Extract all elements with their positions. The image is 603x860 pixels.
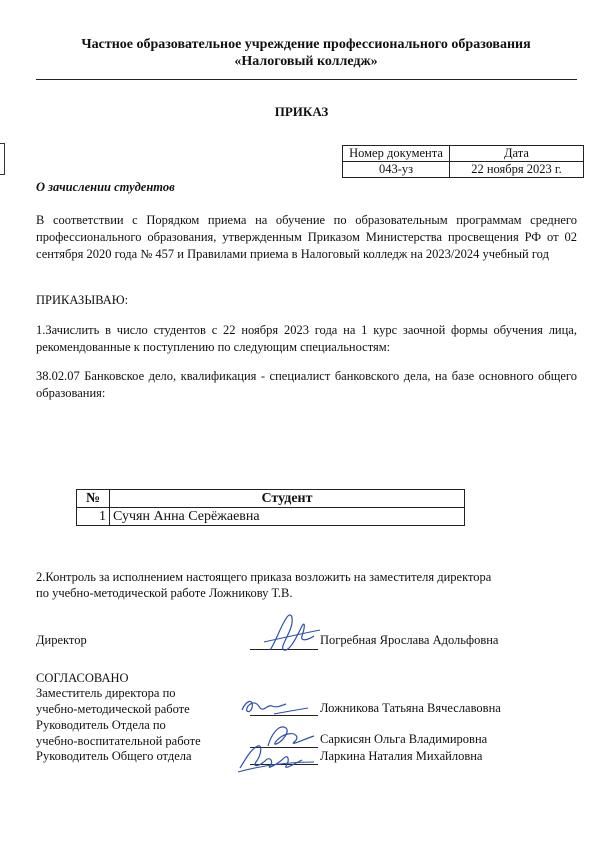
header-divider — [36, 79, 577, 80]
document-info-table — [342, 145, 584, 178]
control-paragraph — [36, 569, 536, 601]
organization-line-1: Частное образовательное учреждение профессионального образования — [81, 37, 531, 52]
deputy-name: Ложникова Татьяна Вячеславовна — [320, 701, 501, 715]
head-general-label: Руководитель Общего отдела — [36, 749, 192, 763]
doc-date-value: 22 ноября 2023 г. — [450, 162, 584, 178]
agreed-heading: СОГЛАСОВАНО — [36, 671, 129, 685]
student-name: Сучян Анна Серёжаевна — [110, 508, 465, 526]
head-edu-name: Саркисян Ольга Владимировна — [320, 732, 488, 746]
order-subject: О зачислении студентов — [36, 180, 175, 194]
deputy-label-line-1: Заместитель директора по — [36, 686, 176, 700]
document-title: ПРИКАЗ — [274, 104, 329, 119]
column-header-number: № — [77, 490, 110, 508]
item-1-paragraph: 1.Зачислить в число студентов с 22 ноября 2023 года на 1 курс заочной формы обучения лица, рекомендованные к поступлению по следующим специальностям: — [36, 323, 577, 354]
director-label: Директор — [36, 633, 87, 647]
director-signature — [262, 612, 322, 656]
column-header-student: Студент — [110, 490, 465, 508]
organization-header — [36, 36, 576, 70]
table-header-row — [77, 490, 465, 508]
director-name: Погребная Ярослава Адольфовна — [320, 633, 499, 647]
row-number: 1 — [77, 508, 110, 526]
binding-mark — [0, 143, 5, 175]
order-keyword: ПРИКАЗЫВАЮ: — [36, 293, 129, 307]
head-edu-label-line-1: Руководитель Отдела по — [36, 718, 166, 732]
control-line-2: по учебно-методической работе Ложникову Т.В. — [36, 586, 293, 600]
specialty-paragraph: 38.02.07 Банковское дело, квалификация - специалист банковского дела, на базе основного общего образования: — [36, 369, 577, 400]
deputy-label-line-2: учебно-методической работе — [36, 702, 190, 716]
intro-paragraph: В соответствии с Порядком приема на обучение по образовательным программам среднего профессионального образования, утвержденным Приказом Министерства просвещения РФ от 02 сентября 2020 года № 457 и Правилами приема в Налоговый колледж на 2023/2024 учебный год — [36, 213, 577, 261]
students-table — [76, 489, 465, 526]
table-row — [77, 508, 465, 526]
organization-line-2: «Налоговый колледж» — [234, 54, 378, 69]
head-general-name: Ларкина Наталия Михайловна — [320, 749, 483, 763]
doc-number-value: 043-уз — [343, 162, 450, 178]
head-general-signature — [236, 740, 316, 776]
deputy-signature — [240, 694, 310, 718]
doc-date-header: Дата — [450, 146, 584, 162]
head-edu-label — [36, 717, 201, 749]
head-edu-label-line-2: учебно-воспитательной работе — [36, 734, 201, 748]
doc-number-header: Номер документа — [343, 146, 450, 162]
control-line-1: 2.Контроль за исполнением настоящего приказа возложить на заместителя директора — [36, 570, 492, 584]
deputy-label — [36, 685, 190, 717]
